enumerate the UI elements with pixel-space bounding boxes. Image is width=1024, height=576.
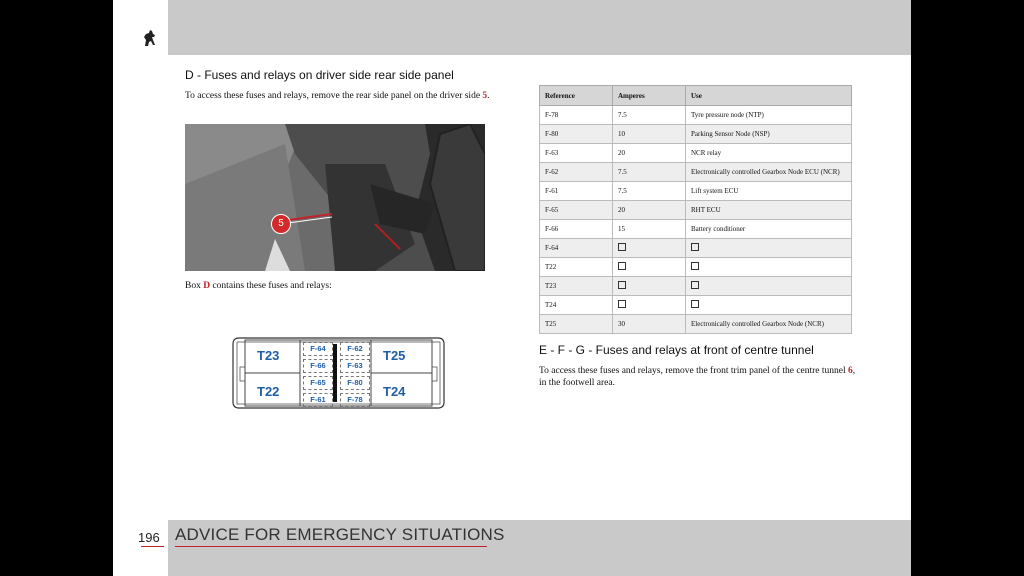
cell-amperes: 20 — [613, 144, 686, 163]
cell-use — [686, 277, 852, 296]
table-row — [540, 258, 852, 277]
page-number: 196 — [138, 530, 160, 545]
fuse-f66: F-66 — [303, 359, 333, 373]
table-row — [540, 125, 852, 144]
fuse-f80: F-80 — [340, 376, 370, 390]
empty-box-icon — [691, 243, 699, 251]
cell-reference: T25 — [540, 315, 613, 334]
cell-amperes — [613, 258, 686, 277]
header-band — [168, 0, 911, 55]
cell-use — [686, 258, 852, 277]
fuse-f65: F-65 — [303, 376, 333, 390]
rear-side-panel-photo — [185, 124, 485, 271]
page-number-underline — [141, 546, 164, 547]
cell-amperes: 7.5 — [613, 182, 686, 201]
table-row — [540, 296, 852, 315]
table-row — [540, 163, 852, 182]
cell-amperes — [613, 239, 686, 258]
empty-box-icon — [691, 281, 699, 289]
section-efg-intro: To access these fuses and relays, remove the front trim panel of the centre tunnel 6, in the footwell area. — [539, 366, 856, 388]
cell-use: Parking Sensor Node (NSP) — [686, 125, 852, 144]
table-row — [540, 182, 852, 201]
cell-use — [686, 296, 852, 315]
cell-reference: F-63 — [540, 144, 613, 163]
cell-amperes: 7.5 — [613, 163, 686, 182]
cell-amperes — [613, 296, 686, 315]
page-header — [113, 0, 911, 55]
cell-amperes: 7.5 — [613, 106, 686, 125]
cell-reference: F-66 — [540, 220, 613, 239]
cell-reference: F-61 — [540, 182, 613, 201]
table-row — [540, 277, 852, 296]
cell-reference: T24 — [540, 296, 613, 315]
cell-reference: F-80 — [540, 125, 613, 144]
cell-amperes: 20 — [613, 201, 686, 220]
cell-reference: F-62 — [540, 163, 613, 182]
table-row — [540, 201, 852, 220]
cell-amperes: 10 — [613, 125, 686, 144]
cell-use: Tyre pressure node (NTP) — [686, 106, 852, 125]
section-efg-title: E - F - G - Fuses and relays at front of centre tunnel — [539, 343, 814, 357]
table-row — [540, 239, 852, 258]
cell-use: Electronically controlled Gearbox Node ECU (NCR) — [686, 163, 852, 182]
cell-reference: F-65 — [540, 201, 613, 220]
footer-number-area — [113, 520, 168, 576]
cell-amperes — [613, 277, 686, 296]
cell-use: RHT ECU — [686, 201, 852, 220]
footer-section-title: ADVICE FOR EMERGENCY SITUATIONS — [175, 525, 505, 544]
table-row — [540, 144, 852, 163]
empty-box-icon — [618, 281, 626, 289]
empty-box-icon — [618, 243, 626, 251]
fuse-f63: F-63 — [340, 359, 370, 373]
fuse-f61: F-61 — [303, 393, 333, 407]
fuse-f64: F-64 — [303, 342, 333, 356]
cell-use: NCR relay — [686, 144, 852, 163]
prancing-horse-icon — [141, 28, 159, 48]
table-header-row — [540, 86, 852, 106]
cell-amperes: 15 — [613, 220, 686, 239]
section-d-title: D - Fuses and relays on driver side rear side panel — [185, 68, 454, 82]
column-header-use: Use — [686, 86, 852, 106]
empty-box-icon — [618, 300, 626, 308]
page-footer — [113, 520, 911, 576]
photo-illustration — [185, 124, 485, 271]
fuse-box-outline — [231, 332, 446, 414]
manual-page — [113, 0, 911, 576]
footer-title-underline — [175, 546, 487, 547]
relay-t24: T24 — [383, 384, 406, 399]
column-header-amperes: Amperes — [613, 86, 686, 106]
cell-reference: F-78 — [540, 106, 613, 125]
photo-callout-marker: 5 — [271, 214, 291, 234]
cell-use: Battery conditioner — [686, 220, 852, 239]
empty-box-icon — [618, 262, 626, 270]
table-row — [540, 315, 852, 334]
table-row — [540, 220, 852, 239]
column-header-reference: Reference — [540, 86, 613, 106]
cell-reference: T23 — [540, 277, 613, 296]
relay-t25: T25 — [383, 348, 406, 363]
cell-use: Electronically controlled Gearbox Node (NCR) — [686, 315, 852, 334]
fuse-table — [539, 85, 852, 334]
section-d-intro: To access these fuses and relays, remove the rear side panel on the driver side 5. — [185, 91, 490, 101]
fuse-box-diagram — [231, 332, 446, 414]
empty-box-icon — [691, 262, 699, 270]
cell-reference: T22 — [540, 258, 613, 277]
relay-t22: T22 — [257, 384, 280, 399]
cell-amperes: 30 — [613, 315, 686, 334]
box-d-caption: Box D contains these fuses and relays: — [185, 281, 332, 291]
cell-use: Lift system ECU — [686, 182, 852, 201]
cell-use — [686, 239, 852, 258]
fuse-f78: F-78 — [340, 393, 370, 407]
empty-box-icon — [691, 300, 699, 308]
table-row — [540, 106, 852, 125]
relay-t23: T23 — [257, 348, 280, 363]
fuse-f62: F-62 — [340, 342, 370, 356]
cell-reference: F-64 — [540, 239, 613, 258]
